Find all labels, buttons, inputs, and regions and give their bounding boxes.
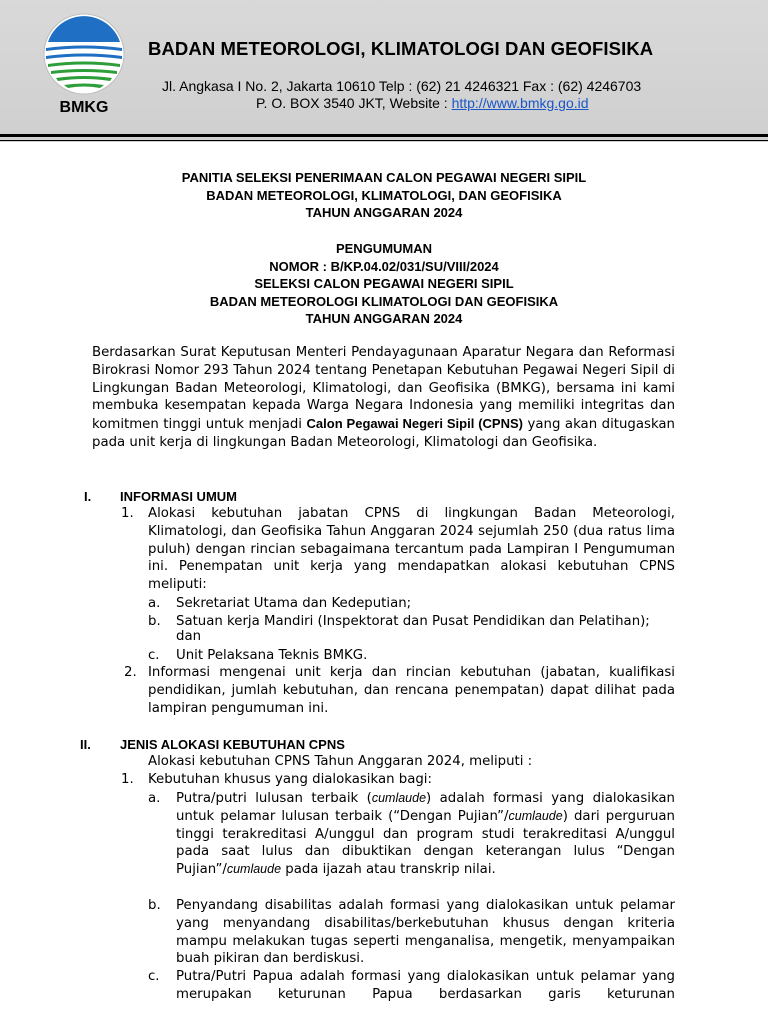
list-letter: c.	[148, 969, 160, 984]
sub-a-text: pada ijazah atau transkrip nilai.	[281, 862, 496, 878]
title-line: PANITIA SELEKSI PENERIMAAN CALON PEGAWAI NEGERI SIPIL	[181, 170, 587, 185]
section-1-sub-b: Satuan kerja Mandiri (Inspektorat dan Pusat Pendidikan dan Pelatihan);	[176, 614, 650, 629]
title-line: BADAN METEOROLOGI, KLIMATOLOGI, DAN GEOFISIKA	[206, 187, 562, 203]
section-2-lead: Alokasi kebutuhan CPNS Tahun Anggaran 2024, meliputi :	[148, 754, 533, 769]
section-2-sub-c: Putra/Putri Papua adalah formasi yang dialokasikan untuk pelamar yang merupakan keturunan Papua berdasarkan garis keturunan	[176, 969, 675, 1002]
title-line: PENGUMUMAN	[335, 241, 433, 256]
sub-a-italic: cumlaude	[371, 791, 427, 805]
bmkg-logo	[42, 12, 126, 118]
section-1-sub-c: Unit Pelaksana Teknis BMKG.	[176, 648, 368, 663]
sub-a-italic: cumlaude	[226, 862, 282, 877]
title-line: TAHUN ANGGARAN 2024	[305, 311, 463, 327]
list-letter: a.	[148, 791, 161, 806]
header-rule-thin	[0, 140, 768, 141]
committee-title-block	[0, 169, 768, 222]
agency-name: BADAN METEOROLOGI, KLIMATOLOGI DAN GEOFISIKA	[148, 38, 654, 59]
list-number: 1.	[121, 772, 134, 787]
section-1-item-2: Informasi mengenai unit kerja dan rincian kebutuhan (jabatan, kualifikasi pendidikan, jumlah kebutuhan, dan rencana penempatan) dapat dilihat pada lampiran pengumuman ini.	[148, 665, 675, 716]
section-1-number: I.	[84, 489, 92, 504]
intro-bold: Calon Pegawai Negeri Sipil (CPNS)	[306, 416, 523, 432]
section-2-sub-b: Penyandang disabilitas adalah formasi yang dialokasikan untuk pelamar yang menyandang disabilitas/berkebutuhan khusus dengan kriteria mampu melakukan tugas seperti menganalisa, mengetik, menyampaikan buah pikiran dan berdiskusi.	[176, 898, 675, 967]
title-line: TAHUN ANGGARAN 2024	[305, 205, 463, 221]
announcement-number: NOMOR : B/KP.04.02/031/SU/VIII/2024	[269, 258, 499, 274]
section-2-item-1: Kebutuhan khusus yang dialokasikan bagi:	[148, 772, 432, 787]
logo-text: BMKG	[59, 99, 109, 116]
list-letter: b.	[148, 614, 161, 629]
title-line: SELEKSI CALON PEGAWAI NEGERI SIPIL	[254, 276, 514, 292]
intro-text: Berdasarkan Surat Keputusan Menteri Pendayagunaan Aparatur Negara dan Reformasi Birokrasi Nomor 293 Tahun 2024 tentang Penetapan Kebutuhan Pegawai Negeri Sipil di Lingkungan Badan Meteorologi, Klimatologi, dan Geofisika (BMKG), bersama ini kami membuka kesempatan kepada Warga Negara Indonesia yang memiliki integritas dan komitmen tinggi untuk menjadi	[92, 345, 675, 433]
sub-a-italic: cumlaude	[508, 808, 563, 823]
list-letter: a.	[148, 596, 161, 611]
website-link[interactable]: http://www.bmkg.go.id	[451, 95, 589, 111]
section-1-sub-b-cont: dan	[176, 629, 202, 644]
list-letter: b.	[148, 898, 161, 913]
section-1-sub-a: Sekretariat Utama dan Kedeputian;	[176, 596, 412, 611]
address-po-box: P. O. BOX 3540 JKT, Website :	[256, 95, 452, 111]
section-2-title: JENIS ALOKASI KEBUTUHAN CPNS	[120, 737, 345, 752]
section-1-title: INFORMASI UMUM	[120, 489, 237, 504]
sub-a-text: ) dari perguruan tinggi terakreditasi A/unggul dan program studi terakreditasi A/unggul pada saat lulus dan dibuktikan dengan keterangan lulus “Dengan Pujian”/	[176, 808, 675, 878]
letterhead	[0, 0, 768, 142]
address-line-1: Jl. Angkasa I No. 2, Jakarta 10610 Telp : (62) 21 4246321 Fax : (62) 4246703	[162, 78, 642, 94]
sub-a-text: ) adalah formasi yang dialokasikan untuk pelamar lulusan terbaik (“Dengan Pujian”/	[176, 791, 675, 824]
intro-paragraph	[92, 344, 675, 452]
title-line: BADAN METEOROLOGI KLIMATOLOGI DAN GEOFISIKA	[209, 293, 559, 309]
section-2-sub-a	[176, 790, 675, 879]
intro-text-end: yang akan ditugaskan pada unit kerja di lingkungan Badan Meteorologi, Klimatologi dan Geofisika.	[92, 417, 675, 450]
address-line-2	[256, 95, 589, 111]
sub-a-text: Putra/putri lulusan terbaik (	[176, 791, 372, 806]
announcement-title-block	[0, 240, 768, 328]
list-letter: c.	[148, 648, 160, 663]
section-2-number: II.	[80, 737, 91, 752]
list-number: 1.	[121, 506, 134, 521]
header-rule-thick	[0, 134, 768, 137]
section-1-item-1: Alokasi kebutuhan jabatan CPNS di lingkungan Badan Meteorologi, Klimatologi, dan Geofisika Tahun Anggaran 2024 sejumlah 250 (dua ratus lima puluh) dengan rincian sebagaimana tercantum pada Lampiran I Pengumuman ini. Penempatan unit kerja yang mendapatkan alokasi kebutuhan CPNS meliputi:	[148, 506, 675, 593]
list-number: 2.	[124, 665, 137, 680]
